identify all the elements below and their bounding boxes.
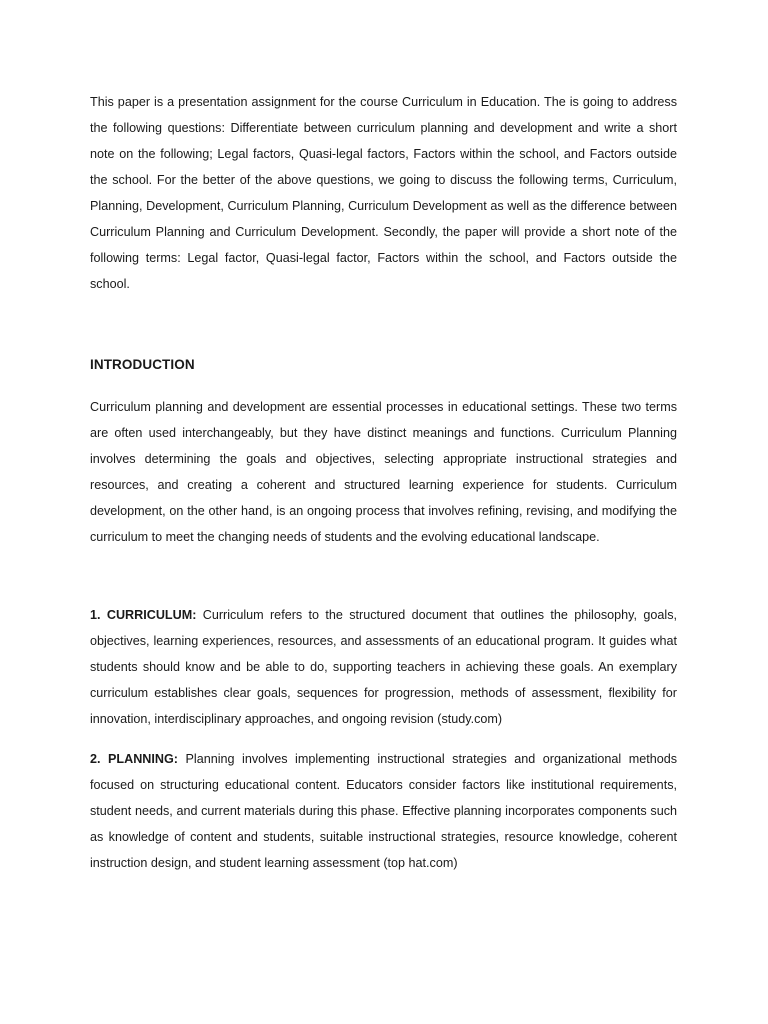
term-curriculum-paragraph	[90, 602, 677, 732]
term-curriculum-text: Curriculum refers to the structured document that outlines the philosophy, goals, objectives, learning experiences, resources, and assessments of an educational program. It guides what students should know and be able to do, supporting teachers in achieving these goals. An exemplary curriculum establishes clear goals, sequences for progression, methods of assessment, flexibility for innovation, interdisciplinary approaches, and ongoing revision (study.com)	[90, 608, 677, 726]
term-planning-label: 2. PLANNING:	[90, 752, 178, 766]
spacer	[90, 375, 677, 394]
introduction-heading: INTRODUCTION	[90, 357, 195, 372]
term-planning-paragraph	[90, 746, 677, 876]
introduction-paragraph: Curriculum planning and development are essential processes in educational settings. These two terms are often used interchangeably, but they have distinct meanings and functions. Curriculum Planning involves determining the goals and objectives, selecting appropriate instructional strategies and resources, and creating a coherent and structured learning experience for students. Curriculum development, on the other hand, is an ongoing process that involves refining, revising, and modifying the curriculum to meet the changing needs of students and the evolving educational landscape.	[90, 400, 677, 544]
term-curriculum-label: 1. CURRICULUM:	[90, 608, 197, 622]
spacer	[90, 732, 677, 746]
opening-paragraph: This paper is a presentation assignment for the course Curriculum in Education. The is going to address the following questions: Differentiate between curriculum planning and development and write a short note on the following; Legal factors, Quasi-legal factors, Factors within the school, and Factors outside the school. For the better of the above questions, we going to discuss the following terms, Curriculum, Planning, Development, Curriculum Planning, Curriculum Development as well as the difference between Curriculum Planning and Curriculum Development. Secondly, the paper will provide a short note of the following terms: Legal factor, Quasi-legal factor, Factors within the school, and Factors outside the school.	[90, 95, 677, 291]
document-page	[90, 89, 677, 876]
term-planning-text: Planning involves implementing instructional strategies and organizational methods focused on structuring educational content. Educators consider factors like institutional requirements, student needs, and current materials during this phase. Effective planning incorporates components such as knowledge of content and students, suitable instructional strategies, resource knowledge, coherent instruction design, and student learning assessment (top hat.com)	[90, 752, 678, 870]
spacer	[90, 297, 677, 355]
spacer	[90, 550, 677, 602]
